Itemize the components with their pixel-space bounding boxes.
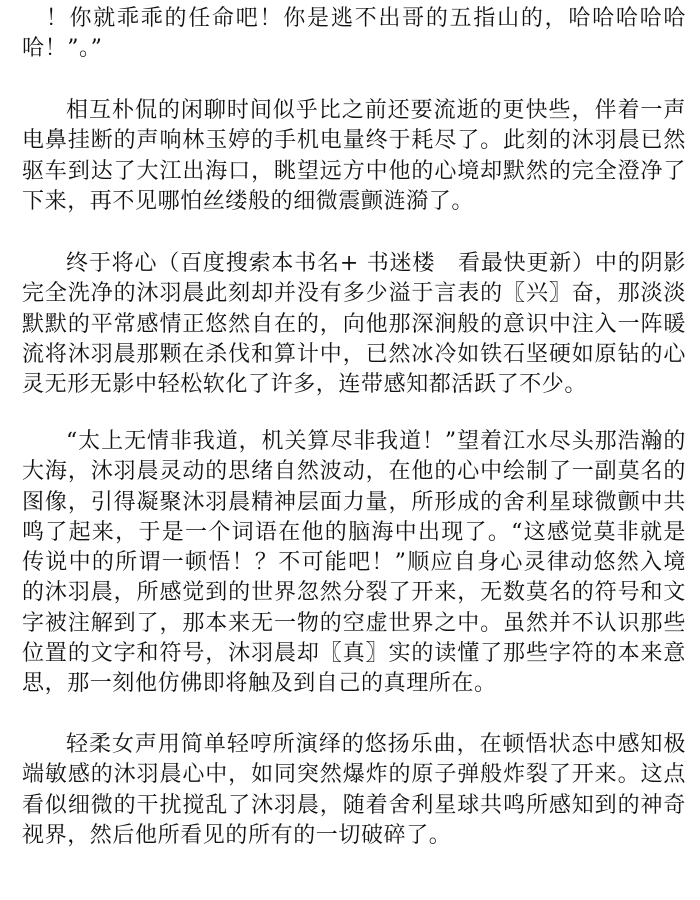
paragraph-1: ！你就乖乖的任命吧！你是逃不出哥的五指山的，哈哈哈哈哈哈！”。” [22, 6, 686, 62]
paragraph-4: “太上无情非我道，机关算尽非我道！”望着江水尽头那浩瀚的大海，沐羽晨灵动的思绪自然波动，在他的心中绘制了一副莫名的图像，引得凝聚沐羽晨精神层面力量，所形成的舍利星球微颤中共鸣了起来，于是一个词语在他的脑海中出现了。“这感觉莫非就是传说中的所谓一顿悟！？不可能吧！”顺应自身心灵律动悠然入境的沐羽晨，所感觉到的世界忽然分裂了开来，无数莫名的符号和文字被注解到了，那本来无一物的空虚世界之中。虽然并不认识那些位置的文字和符号，沐羽晨却〖真〗实的读懂了那些字符的本来意思，那一刻他仿佛即将触及到自己的真理所在。 [22, 429, 686, 697]
paragraph-2: 相互朴侃的闲聊时间似乎比之前还要流逝的更快些，伴着一声电鼻挂断的声响林玉婷的手机电量终于耗尽了。此刻的沐羽晨已然驱车到达了大江出海口，眺望远方中他的心境却默然的完全澄净了下来，再不见哪怕丝缕般的细微震颤涟漪了。 [22, 98, 686, 214]
paragraph-3: 终于将心（百度搜索本书名+ 书迷楼 看最快更新）中的阴影完全洗净的沐羽晨此刻却并没有多少溢于言表的〖兴〗奋，那淡淡默默的平常感情正悠然自在的，向他那深涧般的意识中注入一阵暖流将沐羽晨那颗在杀伐和算计中，已然冰冷如铁石坚硬如原钻的心灵无形无影中轻松软化了许多，连带感知都活跃了不少。 [22, 251, 686, 398]
paragraph-5: 轻柔女声用简单轻哼所演绎的悠扬乐曲，在顿悟状态中感知极端敏感的沐羽晨心中，如同突然爆炸的原子弹般炸裂了开来。这点看似细微的干扰搅乱了沐羽晨，随着舍利星球共鸣所感知到的神奇视界，然后他所看见的所有的一切破碎了。 [22, 732, 686, 848]
